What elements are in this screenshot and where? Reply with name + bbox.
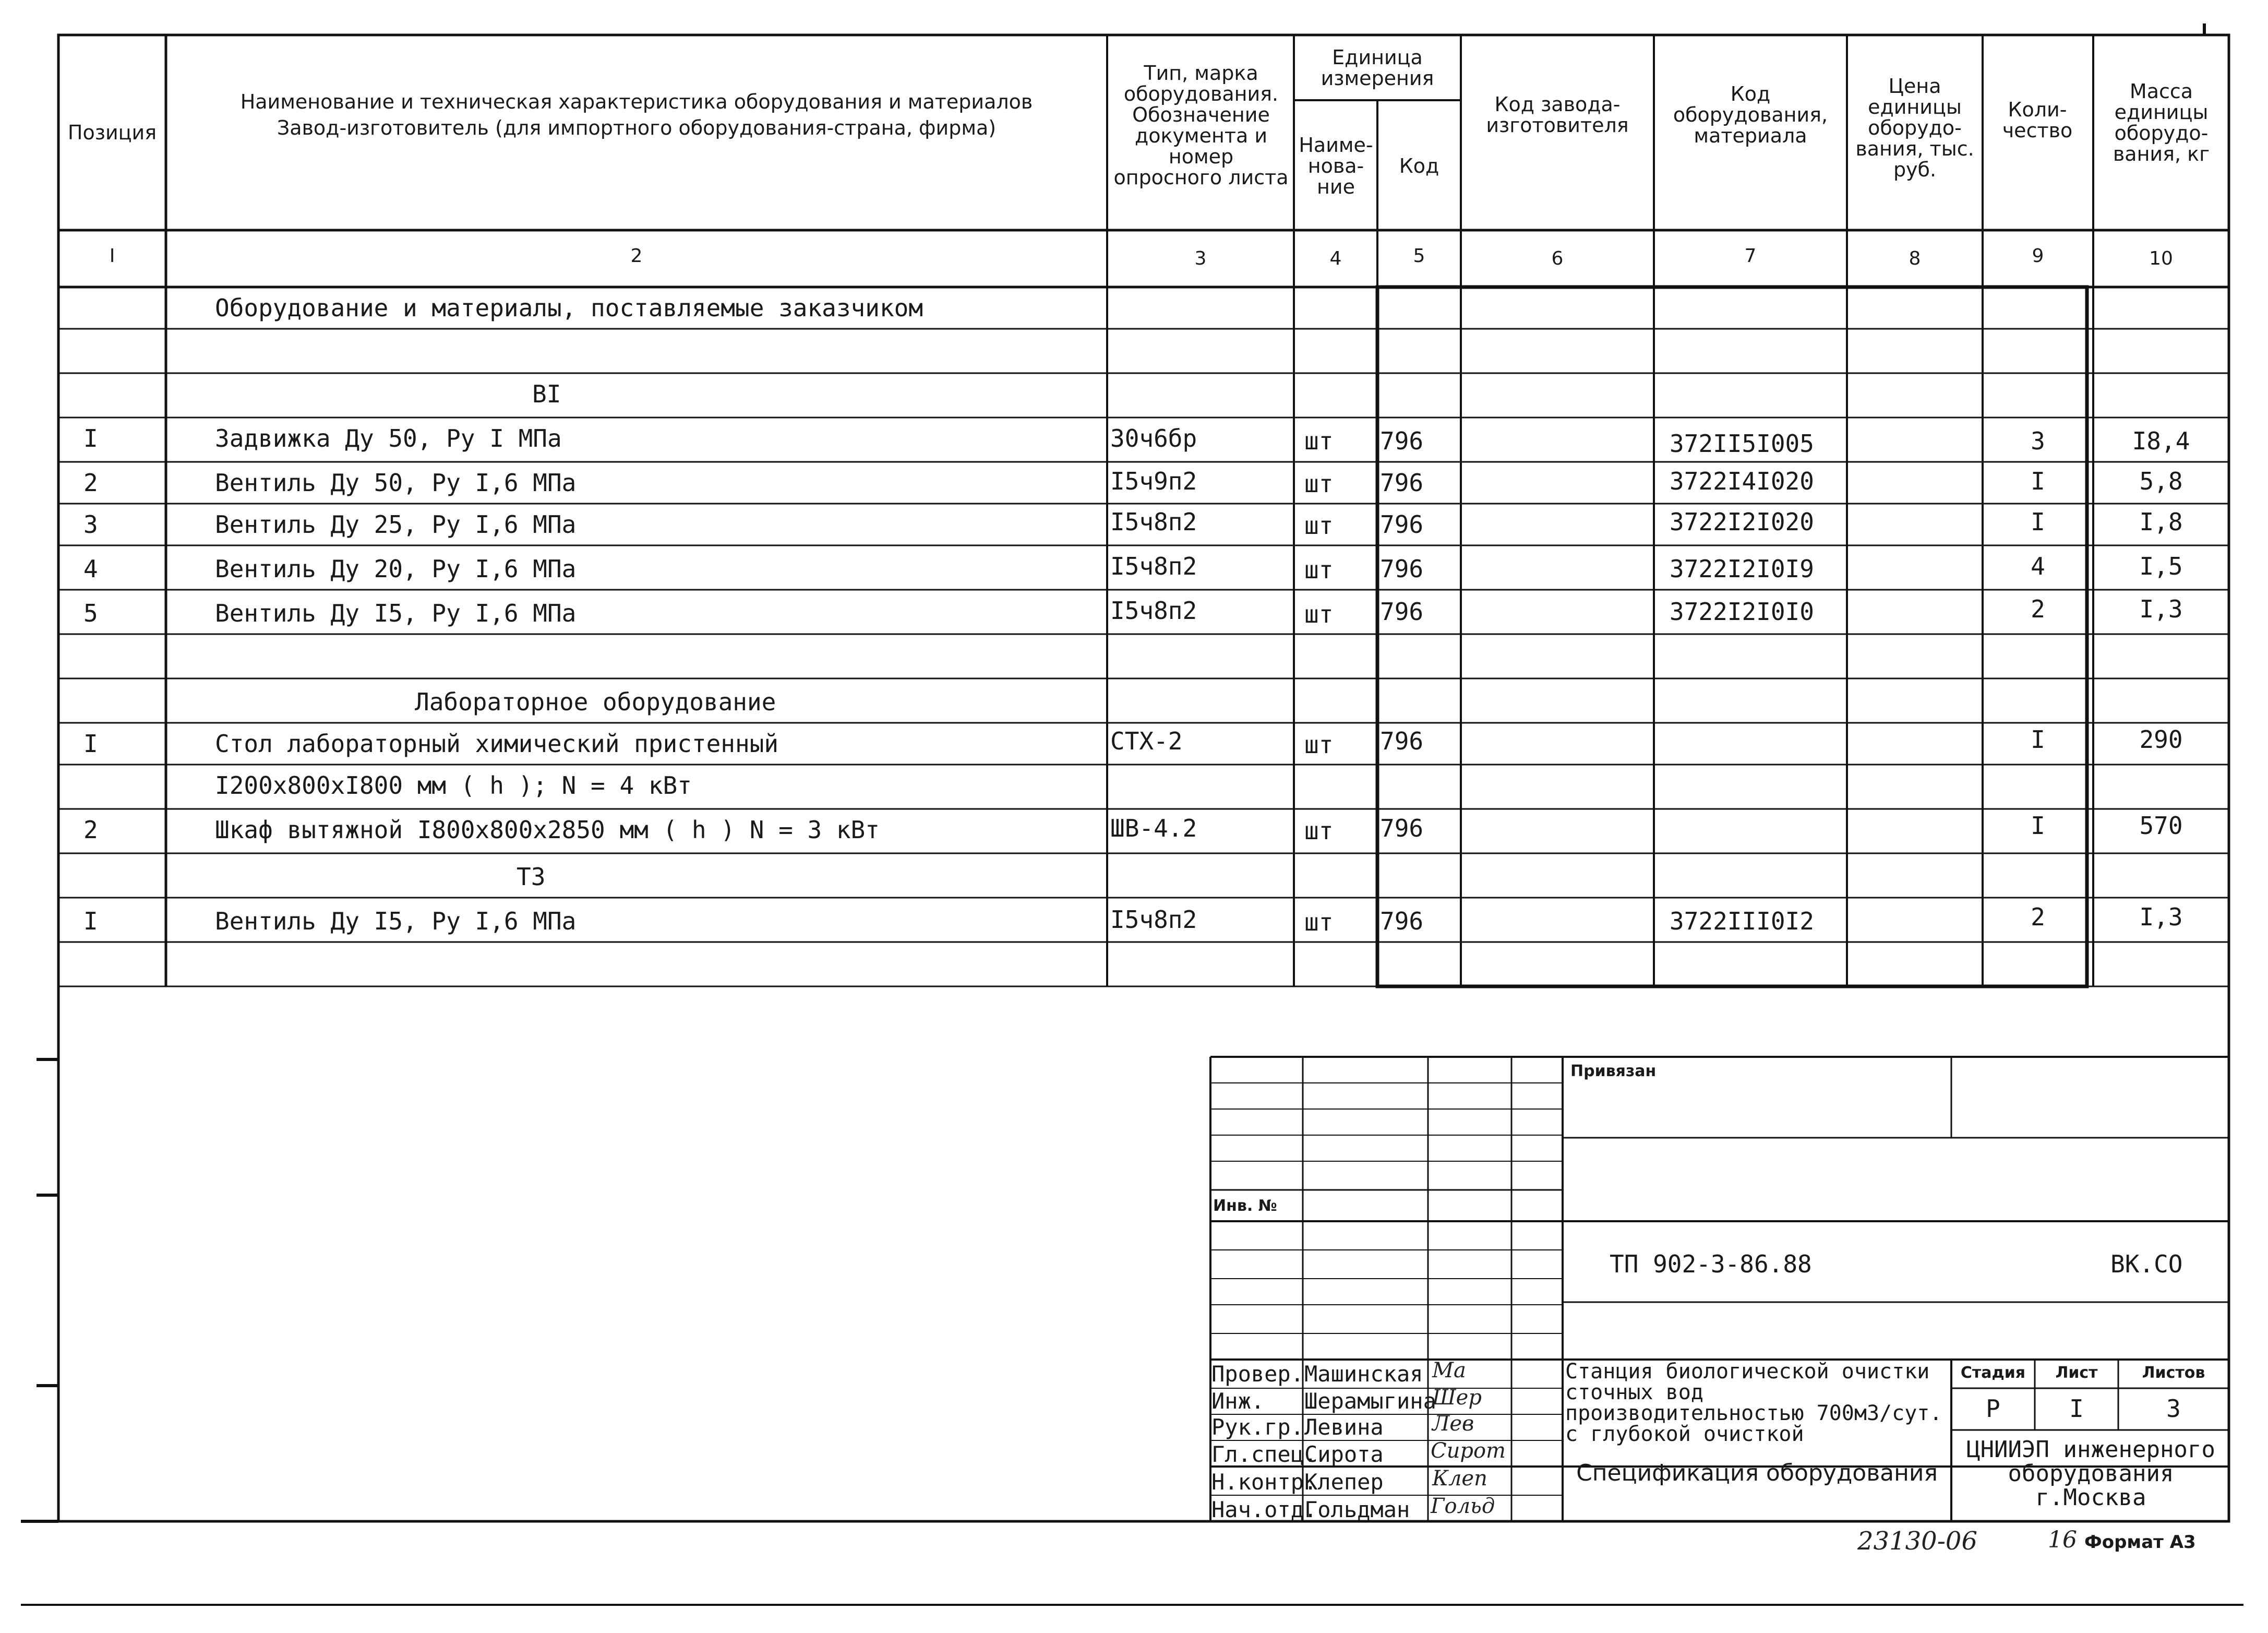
- table-row-mass: I,3: [2139, 903, 2183, 931]
- col-header-price: Цена единицы оборудо-вания, тыс. руб.: [1855, 75, 1974, 181]
- sheet-value: I: [2069, 1394, 2084, 1423]
- col-header-unit: Единица измерения: [1321, 45, 1434, 90]
- table-row-unit: шт: [1304, 600, 1334, 628]
- table-row-pos: I: [83, 730, 98, 758]
- organization: ЦНИИЭП инженерного оборудования г.Москва: [1966, 1436, 2215, 1511]
- col-header-type: Тип, марка оборудования. Обозначение документа и номер опросного листа: [1113, 62, 1289, 189]
- table-row-eq-code: 3722I2I0I9: [1670, 555, 1814, 583]
- table-row-mass: 5,8: [2139, 467, 2183, 495]
- table-row-unit: шт: [1304, 731, 1334, 759]
- table-row-eq-code: 3722I2I020: [1670, 508, 1814, 536]
- table-row-qty: 2: [2031, 595, 2045, 623]
- table-row-qty: I: [2031, 725, 2045, 754]
- table-row-pos: I: [83, 907, 98, 935]
- table-row-code: 796: [1380, 907, 1424, 935]
- table-row-name: Задвижка Ду 50, Ру I МПа: [215, 424, 562, 452]
- table-row-type: I5ч8п2: [1110, 597, 1197, 625]
- col-number: 6: [1551, 248, 1564, 269]
- table-row-mass: I8,4: [2132, 427, 2190, 455]
- page-number: 16: [2048, 1527, 2077, 1553]
- signer-name: Левина: [1304, 1414, 1384, 1440]
- signer-role: Нач.отд.: [1211, 1497, 1317, 1522]
- col-number: 9: [2032, 245, 2044, 267]
- col-number: 8: [1909, 248, 1921, 269]
- sheets-value: 3: [2166, 1394, 2181, 1423]
- signer-name: Сирота: [1304, 1441, 1384, 1467]
- signer-role: Гл.спец.: [1211, 1441, 1317, 1467]
- table-row-qty: 2: [2031, 903, 2045, 931]
- signature: Ма: [1432, 1358, 1466, 1382]
- table-row-pos: 5: [83, 599, 98, 627]
- table-row-name: Вентиль Ду I5, Ру I,6 МПа: [215, 599, 577, 627]
- table-row-qty: I: [2031, 812, 2045, 840]
- col-number: 7: [1744, 245, 1757, 267]
- signer-role: Рук.гр.: [1211, 1414, 1304, 1440]
- table-row-code: 796: [1380, 555, 1424, 583]
- table-row-type: I5ч8п2: [1110, 905, 1197, 934]
- document-name: Спецификация оборудования: [1576, 1460, 1938, 1486]
- table-row-code: 796: [1380, 727, 1424, 755]
- col-number: 3: [1194, 248, 1207, 269]
- col-number: I: [109, 245, 115, 267]
- table-row-mass: I,3: [2139, 595, 2183, 623]
- table-row-type: 30ч6бр: [1110, 424, 1197, 452]
- col-header-quantity: Коли-чество: [2002, 98, 2073, 142]
- table-row-name: Вентиль Ду I5, Ру I,6 МПа: [215, 907, 577, 935]
- table-row-pos: 2: [83, 816, 98, 844]
- table-row-code: 796: [1380, 598, 1424, 626]
- col-header-equipment-code: Код оборудования, материала: [1673, 82, 1828, 147]
- table-row-type: ШВ-4.2: [1110, 814, 1197, 842]
- table-row-type: I5ч8п2: [1110, 508, 1197, 536]
- sheet-label: Лист: [2055, 1364, 2098, 1382]
- signer-name: Машинская: [1304, 1361, 1423, 1387]
- signature: Шер: [1432, 1386, 1482, 1410]
- col-header-unit-code: Код: [1399, 154, 1439, 177]
- table-row-name: Стол лабораторный химический пристенный: [215, 730, 779, 758]
- col-header-mass: Масса единицы оборудо-вания, кг: [2113, 80, 2210, 165]
- col-number: 4: [1329, 248, 1342, 269]
- signature: Сирот: [1431, 1439, 1506, 1463]
- paper-format: Формат А3: [2084, 1532, 2196, 1553]
- signer-name: Гольдман: [1304, 1497, 1410, 1522]
- table-row-mass: I,5: [2139, 552, 2183, 580]
- table-row-name: Вентиль Ду 50, Ру I,6 МПа: [215, 469, 577, 497]
- table-row-eq-code: 3722I4I020: [1670, 467, 1814, 495]
- table-row-type: I5ч9п2: [1110, 467, 1197, 495]
- table-row-code: 796: [1380, 427, 1424, 455]
- table-row-unit: шт: [1304, 427, 1334, 455]
- table-row-name: Шкаф вытяжной I800x800x2850 мм ( h ) N = 3 кВт: [215, 816, 880, 844]
- sheets-label: Листов: [2142, 1364, 2205, 1382]
- table-row-type: I5ч8п2: [1110, 552, 1197, 580]
- table-row-type: СТХ-2: [1110, 727, 1183, 755]
- col-number: 5: [1413, 245, 1425, 267]
- stage-value: Р: [1986, 1394, 2000, 1423]
- sheet-code: ВК.СО: [2110, 1250, 2183, 1278]
- table-row-name: Вентиль Ду 20, Ру I,6 МПа: [215, 555, 577, 583]
- table-row-eq-code: 372II5I005: [1670, 430, 1814, 458]
- signature: Гольд: [1431, 1494, 1495, 1518]
- stage-label: Стадия: [1960, 1364, 2026, 1382]
- col-header-name-line1: Наименование и техническая характеристика оборудования и материалов: [240, 90, 1033, 113]
- signer-name: Клепер: [1304, 1469, 1384, 1495]
- archive-number: 23130-06: [1857, 1527, 1977, 1556]
- table-row-mass: I,8: [2139, 508, 2183, 536]
- table-row-code: 796: [1380, 469, 1424, 497]
- table-row-qty: I: [2031, 508, 2045, 536]
- table-row-code: 796: [1380, 510, 1424, 539]
- table-row-unit: шт: [1304, 908, 1334, 936]
- document-code: ТП 902-3-86.88: [1610, 1250, 1812, 1278]
- signer-name: Шерамыгина: [1304, 1388, 1436, 1414]
- table-row-eq-code: 3722I2I0I0: [1670, 598, 1814, 626]
- table-row-pos: I: [83, 424, 98, 452]
- col-header-plant-code: Код завода-изготовителя: [1486, 93, 1629, 137]
- table-row-name: Вентиль Ду 25, Ру I,6 МПа: [215, 510, 577, 539]
- table-row-unit: шт: [1304, 470, 1334, 498]
- table-row-eq-code: 3722III0I2: [1670, 907, 1814, 935]
- table-row-qty: I: [2031, 467, 2045, 495]
- section-heading: Лабораторное оборудование: [415, 688, 776, 716]
- col-header-name-line2: Завод-изготовитель (для импортного оборудования-страна, фирма): [277, 116, 997, 139]
- section-heading: Т3: [517, 863, 546, 891]
- section-heading: Оборудование и материалы, поставляемые заказчиком: [215, 294, 923, 322]
- col-number: 10: [2149, 248, 2173, 269]
- section-heading: BI: [532, 380, 561, 408]
- table-row-pos: 4: [83, 555, 98, 583]
- table-row-unit: шт: [1304, 556, 1334, 584]
- attached-label: Привязан: [1570, 1062, 1657, 1080]
- signer-role: Н.контр.: [1211, 1469, 1317, 1495]
- table-row-mass: 290: [2139, 725, 2183, 754]
- signer-role: Инж.: [1211, 1388, 1265, 1414]
- table-row-unit: шт: [1304, 817, 1334, 845]
- signer-role: Провер.: [1211, 1361, 1304, 1387]
- table-row-code: 796: [1380, 814, 1424, 842]
- project-title: Станция биологической очистки сточных вод производительностью 700м3/сут. с глубокой очисткой: [1565, 1360, 1942, 1446]
- table-row-unit: шт: [1304, 511, 1334, 540]
- signature: Лев: [1432, 1412, 1474, 1436]
- table-row-qty: 3: [2031, 427, 2045, 455]
- table-row-pos: 3: [83, 510, 98, 539]
- table-row-pos: 2: [83, 469, 98, 497]
- col-header-unit-name: Наиме-нова-ние: [1299, 133, 1373, 198]
- inv-number-label: Инв. №: [1213, 1197, 1277, 1215]
- table-row-qty: 4: [2031, 552, 2045, 580]
- col-number: 2: [630, 245, 643, 267]
- table-row-name: I200x800xI800 мм ( h ); N = 4 кВт: [215, 771, 692, 800]
- signature: Клеп: [1432, 1467, 1487, 1491]
- table-row-mass: 570: [2139, 812, 2183, 840]
- col-header-position: Позиция: [67, 121, 157, 144]
